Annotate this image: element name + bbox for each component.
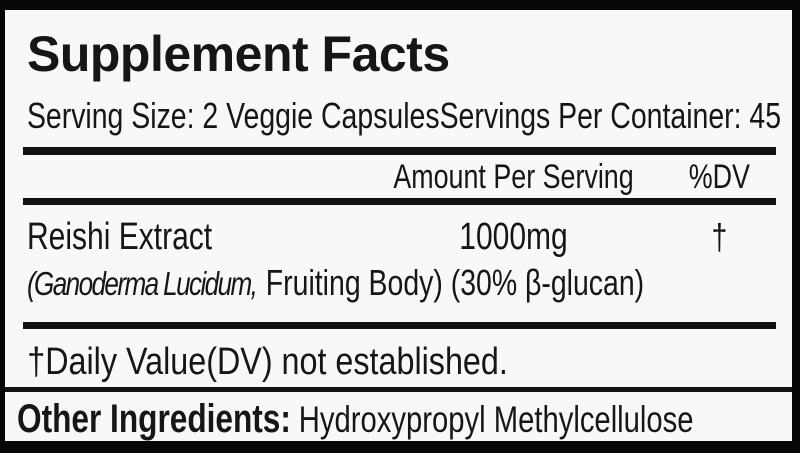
other-ingredients-label: Other Ingredients: [17,397,291,441]
other-ingredients-value: Hydroxypropyl Methylcellulose [298,399,694,440]
ingredient-detail-text: Fruiting Body) (30% β-glucan) [265,262,645,303]
column-header-row [23,159,775,195]
daily-value-footnote: †Daily Value(DV) not established. [27,341,508,383]
percent-dv-header: %DV [688,158,750,196]
serving-row [23,94,782,138]
divider-above-footnote [23,322,776,329]
ingredient-dv-dagger: † [711,216,728,257]
supplement-facts-panel [5,10,792,441]
serving-size-text: Serving Size: 2 Veggie Capsules [26,95,440,136]
ingredient-name: Reishi Extract [26,216,213,258]
facts-content [23,10,782,383]
ingredient-latin-name: (Ganoderma Lucidum, [26,265,257,302]
divider-under-header [23,198,776,205]
ingredient-amount: 1000mg [459,216,568,258]
ingredient-detail-row [23,260,779,307]
servings-per-container-text: Servings Per Container: 45 [439,95,782,136]
other-ingredients-row [17,397,781,442]
amount-per-serving-header: Amount Per Serving [393,158,634,196]
panel-title: Supplement Facts [27,26,450,82]
ingredient-row [23,214,775,260]
thick-divider-top [23,147,776,155]
other-ingredients-section [5,387,792,442]
